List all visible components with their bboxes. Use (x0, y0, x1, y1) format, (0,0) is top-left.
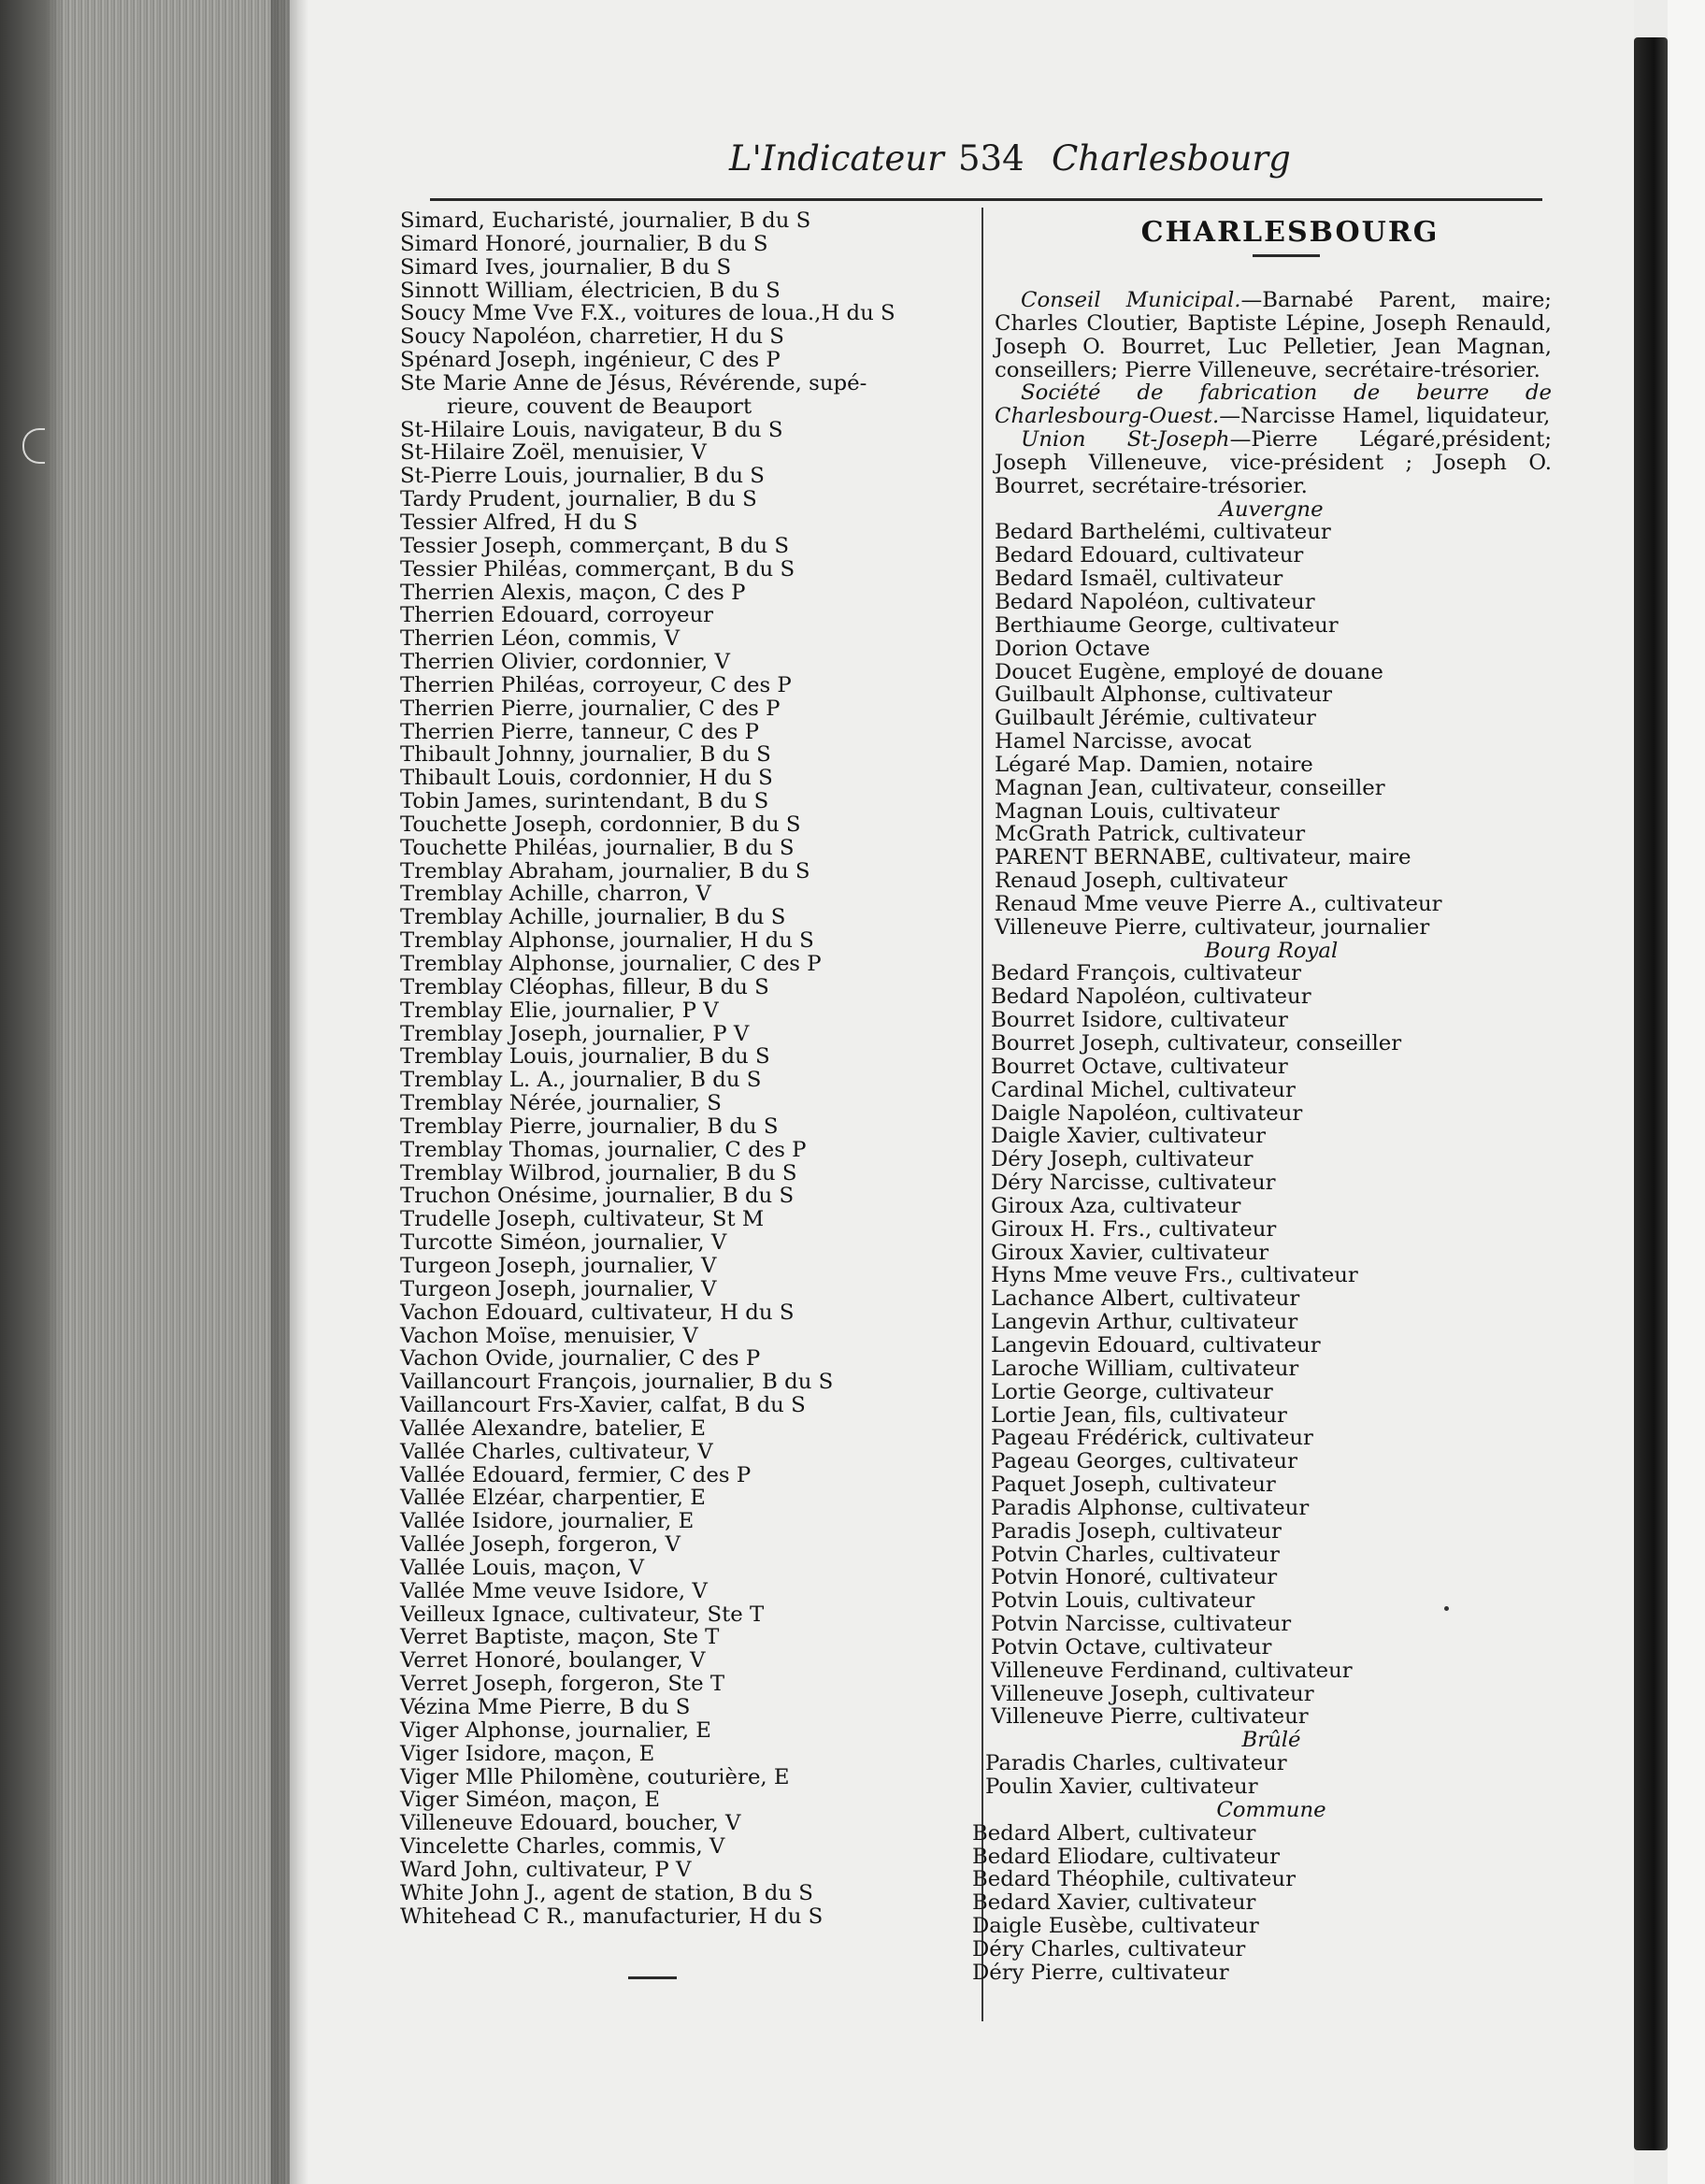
directory-entry: Verret Baptiste, maçon, Ste T (400, 1625, 720, 1650)
running-head (729, 138, 1291, 185)
directory-entry: Thibault Louis, cordonnier, H du S (400, 766, 773, 791)
directory-entry: Turgeon Joseph, journalier, V (400, 1276, 717, 1301)
directory-entry: Soucy Mme Vve F.X., voitures de loua.,H du S (400, 301, 895, 326)
resident-entry: Paquet Joseph, cultivateur (991, 1473, 1276, 1498)
resident-entry: Villeneuve Pierre, cultivateur, journalier (995, 914, 1430, 940)
directory-entry: Vachon Ovide, journalier, C des P (400, 1346, 761, 1372)
directory-entry: Tessier Joseph, commerçant, B du S (400, 533, 790, 558)
section-title: CHARLESBOURG (1140, 216, 1440, 249)
resident-entry: Bedard Eliodare, cultivateur (972, 1844, 1281, 1869)
resident-entry: Bedard Edouard, cultivateur (995, 543, 1304, 568)
directory-entry: Tremblay Elie, journalier, P V (400, 998, 719, 1023)
resident-entry: Bourret Octave, cultivateur (991, 1054, 1288, 1079)
resident-entry: Lortie Jean, fils, cultivateur (991, 1402, 1287, 1428)
directory-entry: Sinnott William, électricien, B du S (400, 278, 781, 303)
resident-entry: Cardinal Michel, cultivateur (991, 1077, 1296, 1102)
directory-entry: Truchon Onésime, journalier, B du S (400, 1184, 795, 1209)
resident-entry: Pageau Georges, cultivateur (991, 1449, 1298, 1474)
resident-entry: Giroux H. Frs., cultivateur (991, 1216, 1277, 1242)
resident-entry: Guilbault Alphonse, cultivateur (995, 682, 1333, 708)
district-heading: Bourg Royal (1204, 938, 1339, 963)
directory-entry: Vallée Elzéar, charpentier, E (400, 1486, 706, 1511)
resident-entry: Poulin Xavier, cultivateur (985, 1774, 1258, 1799)
directory-entry: Vallée Isidore, journalier, E (400, 1509, 695, 1534)
directory-entry: Therrien Edouard, corroyeur (400, 603, 714, 628)
resident-entry: Langevin Edouard, cultivateur (991, 1332, 1321, 1358)
directory-entry: Therrien Pierre, journalier, C des P (400, 696, 781, 721)
resident-entry: Déry Charles, cultivateur (972, 1936, 1246, 1961)
conseil-label: Conseil Municipal. (1021, 288, 1241, 312)
resident-entry: Paradis Joseph, cultivateur (991, 1518, 1282, 1544)
directory-entry: St-Hilaire Louis, navigateur, B du S (400, 417, 783, 442)
resident-entry: Paradis Alphonse, cultivateur (991, 1495, 1310, 1520)
page-number: 534 (958, 138, 1024, 179)
directory-entry: Soucy Napoléon, charretier, H du S (400, 324, 784, 350)
societe-paragraph (972, 381, 1552, 428)
resident-entry: Légaré Map. Damien, notaire (995, 752, 1313, 777)
resident-entry: Giroux Xavier, cultivateur (991, 1240, 1269, 1265)
directory-entry: Therrien Pierre, tanneur, C des P (400, 719, 760, 744)
running-head-title: L'Indicateur (729, 138, 944, 179)
directory-entry: Therrien Olivier, cordonnier, V (400, 650, 730, 675)
resident-entry: Daigle Xavier, cultivateur (991, 1124, 1267, 1149)
resident-entry: Déry Joseph, cultivateur (991, 1147, 1254, 1172)
district-heading: Auvergne (1219, 496, 1324, 522)
directory-entry: Ste Marie Anne de Jésus, Révérende, supé- (400, 370, 867, 395)
resident-entry: Renaud Mme veuve Pierre A., cultivateur (995, 891, 1442, 916)
directory-entry: Tremblay Achille, charron, V (400, 882, 711, 907)
district-heading: Commune (1216, 1797, 1326, 1822)
directory-entry: Tardy Prudent, journalier, B du S (400, 487, 757, 512)
directory-entry: White John J., agent de station, B du S (400, 1880, 813, 1905)
resident-entry: Bedard Napoléon, cultivateur (991, 984, 1311, 1010)
district-heading: Brûlé (1241, 1728, 1301, 1753)
directory-entry: Viger Isidore, maçon, E (400, 1741, 655, 1766)
directory-entry: Tremblay Thomas, journalier, C des P (400, 1137, 807, 1162)
directory-entry: Vallée Edouard, fermier, C des P (400, 1462, 752, 1487)
resident-entry: Dorion Octave (995, 636, 1151, 661)
resident-entry: Renaud Joseph, cultivateur (995, 869, 1288, 894)
resident-entry: PARENT BERNABE, cultivateur, maire (995, 845, 1411, 870)
resident-entry: Villeneuve Ferdinand, cultivateur (991, 1658, 1353, 1683)
directory-entry: Vallée Mme veuve Isidore, V (400, 1578, 708, 1603)
district-sections (972, 498, 1552, 1985)
directory-entry: Tessier Alfred, H du S (400, 510, 638, 535)
directory-entry: Verret Joseph, forgeron, Ste T (400, 1672, 725, 1697)
resident-entry: Bourret Joseph, cultivateur, conseiller (991, 1031, 1402, 1056)
title-rule (1253, 254, 1320, 257)
directory-entry: Viger Siméon, maçon, E (400, 1788, 661, 1813)
right-column-charlesbourg (972, 215, 1552, 1985)
resident-entry: Guilbault Jérémie, cultivateur (995, 706, 1316, 731)
resident-entry: Potvin Narcisse, cultivateur (991, 1612, 1292, 1637)
resident-entry: Villeneuve Pierre, cultivateur (991, 1704, 1309, 1730)
running-head-section: Charlesbourg (1052, 138, 1291, 179)
book-edge-shadow (0, 0, 65, 2184)
directory-entry: Vallée Charles, cultivateur, V (400, 1439, 713, 1464)
print-speck (1444, 1606, 1449, 1611)
directory-entry: Tremblay Louis, journalier, B du S (400, 1044, 770, 1070)
resident-entry: Villeneuve Joseph, cultivateur (991, 1681, 1314, 1706)
resident-entry: Bedard Barthelémi, cultivateur (995, 520, 1331, 545)
directory-entry: Tremblay Pierre, journalier, B du S (400, 1114, 779, 1139)
directory-entry: Trudelle Joseph, cultivateur, St M (400, 1207, 765, 1232)
directory-entry: Tremblay Cléophas, filleur, B du S (400, 974, 769, 999)
resident-entry: Lachance Albert, cultivateur (991, 1286, 1300, 1312)
resident-entry: Giroux Aza, cultivateur (991, 1193, 1241, 1218)
directory-entry: Tremblay Alphonse, journalier, H du S (400, 928, 814, 954)
directory-entry: Therrien Léon, commis, V (400, 626, 681, 652)
directory-entry: Villeneuve Edouard, boucher, V (400, 1811, 741, 1836)
left-column-directory (400, 209, 980, 1928)
resident-entry: Bourret Isidore, cultivateur (991, 1008, 1288, 1033)
directory-entry: Viger Alphonse, journalier, E (400, 1717, 711, 1743)
resident-entry: Paradis Charles, cultivateur (985, 1751, 1287, 1776)
directory-entry: Touchette Joseph, cordonnier, B du S (400, 812, 801, 837)
resident-entry: Langevin Arthur, cultivateur (991, 1310, 1298, 1335)
directory-entry: Tremblay Abraham, journalier, B du S (400, 858, 810, 884)
resident-entry: Hamel Narcisse, avocat (995, 729, 1252, 754)
resident-entry: Potvin Honoré, cultivateur (991, 1565, 1278, 1590)
directory-entry: Vincelette Charles, commis, V (400, 1834, 725, 1860)
directory-entry: St-Pierre Louis, journalier, B du S (400, 464, 765, 489)
directory-entry: Vaillancourt François, journalier, B du S (400, 1370, 834, 1395)
directory-entry: Touchette Philéas, journalier, B du S (400, 835, 795, 860)
resident-entry: Bedard Xavier, cultivateur (972, 1890, 1256, 1916)
union-paragraph (972, 428, 1552, 498)
societe-text: —Narcisse Hamel, liquidateur, (1219, 404, 1551, 429)
resident-entry: Hyns Mme veuve Frs., cultivateur (991, 1263, 1358, 1288)
end-rule (628, 1976, 677, 1979)
resident-entry: Bedard Théophile, cultivateur (972, 1867, 1297, 1892)
scan-margin (1668, 0, 1705, 2184)
directory-entry: Therrien Alexis, maçon, C des P (400, 580, 746, 605)
resident-entry: Laroche William, cultivateur (991, 1356, 1299, 1381)
directory-entry: Vaillancourt Frs-Xavier, calfat, B du S (400, 1393, 806, 1418)
directory-entry: Viger Mlle Philomène, couturière, E (400, 1764, 790, 1789)
directory-entry: Veilleux Ignace, cultivateur, Ste T (400, 1602, 765, 1627)
resident-entry: Déry Pierre, cultivateur (972, 1960, 1229, 1985)
directory-entry: Tessier Philéas, commerçant, B du S (400, 556, 795, 582)
directory-entry: Simard Ives, journalier, B du S (400, 254, 732, 280)
directory-entry: Verret Honoré, boulanger, V (400, 1648, 706, 1674)
directory-entry: Tremblay L. A., journalier, B du S (400, 1068, 762, 1093)
directory-entry: Vachon Edouard, cultivateur, H du S (400, 1300, 795, 1325)
directory-entry: St-Hilaire Zoël, menuisier, V (400, 440, 707, 466)
union-label: Union St-Joseph (1021, 427, 1230, 453)
book-binding-strip (1634, 37, 1668, 2150)
resident-entry: McGrath Patrick, cultivateur (995, 822, 1306, 847)
resident-entry: Potvin Charles, cultivateur (991, 1542, 1280, 1567)
resident-entry: Lortie George, cultivateur (991, 1379, 1273, 1404)
union-text: —Pierre Légaré,président; Joseph Villeneuve, vice-président ; Joseph O. Bourret, secrétaire-trésorier. (995, 427, 1553, 498)
directory-entry: rieure, couvent de Beauport (447, 394, 752, 419)
resident-entry: Magnan Jean, cultivateur, conseiller (995, 775, 1385, 800)
directory-entry: Whitehead C R., manufacturier, H du S (400, 1904, 824, 1929)
directory-entry: Turgeon Joseph, journalier, V (400, 1253, 717, 1278)
directory-entry: Tremblay Alphonse, journalier, C des P (400, 952, 822, 976)
directory-entry: Tremblay Achille, journalier, B du S (400, 905, 786, 930)
conseil-text: —Barnabé Parent, maire; Charles Cloutier, Baptiste Lépine, Joseph Renauld, Joseph O. Bourret, Luc Pelletier, Jean Magnan, conseillers; Pierre Villeneuve, secrétaire-trésorier. (995, 288, 1552, 382)
societe-label: Société de fabrication de beurre de Charlesbourg-Ouest. (995, 381, 1552, 429)
resident-entry: Pageau Frédérick, cultivateur (991, 1426, 1313, 1451)
directory-entry: Tremblay Wilbrod, journalier, B du S (400, 1160, 797, 1185)
resident-entry: Potvin Octave, cultivateur (991, 1634, 1272, 1660)
directory-entry: Thibault Johnny, journalier, B du S (400, 742, 771, 768)
directory-entry: Tobin James, surintendant, B du S (400, 789, 769, 814)
directory-entry: Vachon Moïse, menuisier, V (400, 1323, 698, 1348)
directory-entry: Therrien Philéas, corroyeur, C des P (400, 672, 792, 697)
directory-entry: Tremblay Joseph, journalier, P V (400, 1021, 750, 1046)
resident-entry: Potvin Louis, cultivateur (991, 1588, 1255, 1614)
resident-entry: Bedard Albert, cultivateur (972, 1820, 1256, 1846)
directory-entry: Simard, Eucharisté, journalier, B du S (400, 208, 811, 233)
resident-entry: Daigle Eusèbe, cultivateur (972, 1914, 1259, 1939)
resident-entry: Daigle Napoléon, cultivateur (991, 1100, 1303, 1126)
directory-entry: Turcotte Siméon, journalier, V (400, 1230, 727, 1256)
directory-entry: Vézina Mme Pierre, B du S (400, 1695, 691, 1719)
directory-entry: Simard Honoré, journalier, B du S (400, 231, 768, 256)
resident-entry: Déry Narcisse, cultivateur (991, 1171, 1276, 1196)
resident-entry: Berthiaume George, cultivateur (995, 612, 1339, 638)
conseil-municipal-paragraph (972, 289, 1552, 381)
directory-entry: Vallée Louis, maçon, V (400, 1555, 645, 1580)
directory-entry: Ward John, cultivateur, P V (400, 1857, 692, 1882)
directory-entry: Spénard Joseph, ingénieur, C des P (400, 348, 781, 373)
resident-entry: Doucet Eugène, employé de douane (995, 659, 1383, 684)
directory-entry: Vallée Joseph, forgeron, V (400, 1532, 681, 1558)
header-rule (430, 198, 1542, 201)
resident-entry: Bedard Ismaël, cultivateur (995, 567, 1283, 592)
resident-entry: Bedard François, cultivateur (991, 961, 1302, 986)
directory-entry: Tremblay Nérée, journalier, S (400, 1091, 722, 1116)
page-gutter-shadow (271, 0, 308, 2184)
directory-entry: Vallée Alexandre, batelier, E (400, 1415, 707, 1441)
resident-entry: Magnan Louis, cultivateur (995, 798, 1280, 824)
resident-entry: Bedard Napoléon, cultivateur (995, 589, 1315, 614)
